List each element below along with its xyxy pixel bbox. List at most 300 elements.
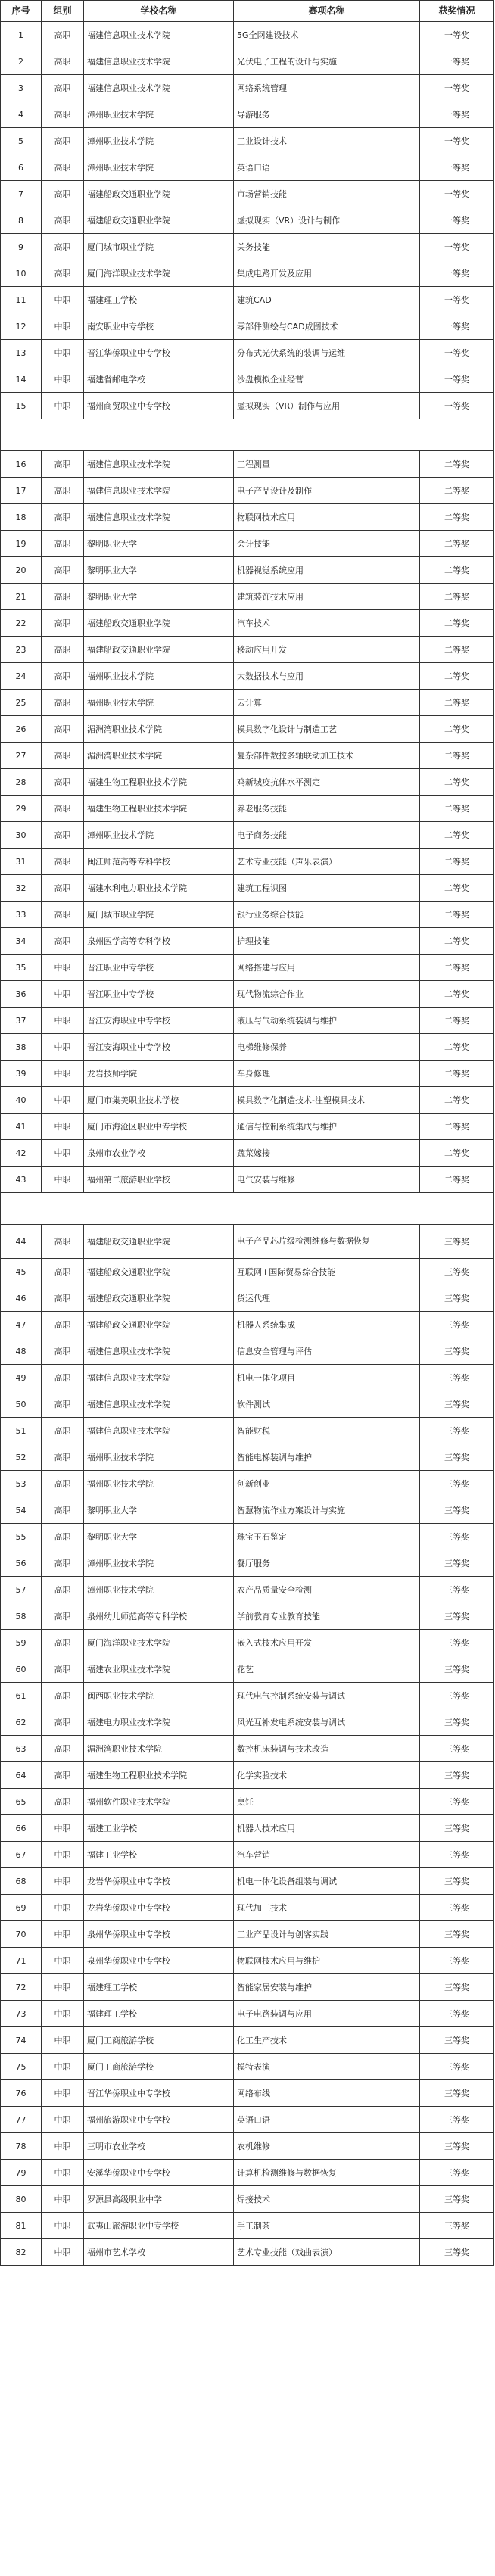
- row-index: 58: [1, 1603, 42, 1630]
- row-event: 分布式光伏系统的装调与运维: [234, 340, 420, 366]
- row-group: 中职: [42, 2186, 84, 2213]
- table-row: [1, 101, 494, 128]
- row-group: 高职: [42, 1762, 84, 1789]
- row-event: 鸡新城疫抗体水平测定: [234, 769, 420, 796]
- row-group: 中职: [42, 2080, 84, 2107]
- table-row: [1, 1259, 494, 1285]
- row-award: 二等奖: [420, 584, 494, 610]
- row-index: 21: [1, 584, 42, 610]
- row-index: 15: [1, 393, 42, 419]
- row-group: 中职: [42, 2054, 84, 2080]
- row-index: 35: [1, 955, 42, 981]
- table-row: [1, 531, 494, 557]
- row-award: 一等奖: [420, 75, 494, 101]
- row-event: 英语口语: [234, 154, 420, 181]
- row-award: 三等奖: [420, 1630, 494, 1656]
- row-event: 电子商务技能: [234, 822, 420, 849]
- row-index: 10: [1, 260, 42, 287]
- row-event: 工程测量: [234, 451, 420, 478]
- table-row: [1, 610, 494, 637]
- row-group: 高职: [42, 1312, 84, 1338]
- row-event: 化工生产技术: [234, 2027, 420, 2054]
- row-event: 机电一体化设备组装与调试: [234, 1868, 420, 1895]
- table-row: [1, 2160, 494, 2186]
- row-group: 高职: [42, 1338, 84, 1365]
- row-group: 高职: [42, 663, 84, 690]
- row-index: 56: [1, 1550, 42, 1577]
- row-school: 福建船政交通职业学院: [84, 610, 234, 637]
- row-award: 一等奖: [420, 101, 494, 128]
- row-school: 福州旅游职业中专学校: [84, 2107, 234, 2133]
- row-school: 晋江职业中专学校: [84, 955, 234, 981]
- table-row: [1, 1630, 494, 1656]
- row-school: 三明市农业学校: [84, 2133, 234, 2160]
- row-award: 三等奖: [420, 1418, 494, 1444]
- header-school: 学校名称: [84, 1, 234, 22]
- table-row: [1, 2239, 494, 2266]
- table-row: [1, 1815, 494, 1842]
- row-group: 高职: [42, 928, 84, 955]
- row-group: 高职: [42, 769, 84, 796]
- row-school: 厦门工商旅游学校: [84, 2054, 234, 2080]
- row-index: 42: [1, 1140, 42, 1167]
- row-award: 二等奖: [420, 796, 494, 822]
- row-group: 高职: [42, 504, 84, 531]
- row-group: 高职: [42, 1444, 84, 1471]
- row-event: 电气安装与维修: [234, 1167, 420, 1193]
- row-award: 三等奖: [420, 1683, 494, 1709]
- header-index: 序号: [1, 1, 42, 22]
- row-index: 80: [1, 2186, 42, 2213]
- row-school: 武夷山旅游职业中专学校: [84, 2213, 234, 2239]
- row-school: 闽江师范高等专科学校: [84, 849, 234, 875]
- row-award: 二等奖: [420, 902, 494, 928]
- row-group: 高职: [42, 690, 84, 716]
- row-event: 移动应用开发: [234, 637, 420, 663]
- row-school: 黎明职业大学: [84, 584, 234, 610]
- row-award: 三等奖: [420, 1577, 494, 1603]
- row-event: 云计算: [234, 690, 420, 716]
- row-school: 福建船政交通职业学院: [84, 1312, 234, 1338]
- row-group: 高职: [42, 1683, 84, 1709]
- row-award: 三等奖: [420, 1225, 494, 1259]
- row-event: 模特表演: [234, 2054, 420, 2080]
- row-award: 三等奖: [420, 2054, 494, 2080]
- row-index: 65: [1, 1789, 42, 1815]
- table-row: [1, 2054, 494, 2080]
- row-event: 手工制茶: [234, 2213, 420, 2239]
- row-event: 液压与气动系统装调与维护: [234, 1008, 420, 1034]
- row-index: 67: [1, 1842, 42, 1868]
- row-index: 31: [1, 849, 42, 875]
- row-group: 中职: [42, 1895, 84, 1921]
- row-group: 中职: [42, 981, 84, 1008]
- row-event: 大数据技术与应用: [234, 663, 420, 690]
- row-award: 三等奖: [420, 1603, 494, 1630]
- row-award: 一等奖: [420, 313, 494, 340]
- row-index: 51: [1, 1418, 42, 1444]
- row-group: 高职: [42, 48, 84, 75]
- table-row: [1, 1087, 494, 1114]
- row-index: 60: [1, 1656, 42, 1683]
- row-school: 福州职业技术学院: [84, 663, 234, 690]
- row-event: 市场营销技能: [234, 181, 420, 207]
- row-index: 16: [1, 451, 42, 478]
- row-event: 烹饪: [234, 1789, 420, 1815]
- row-group: 高职: [42, 1391, 84, 1418]
- row-school: 晋江华侨职业中专学校: [84, 2080, 234, 2107]
- table-row: [1, 981, 494, 1008]
- row-group: 高职: [42, 637, 84, 663]
- section-gap: [1, 419, 494, 451]
- row-group: 高职: [42, 743, 84, 769]
- row-school: 福州职业技术学院: [84, 1444, 234, 1471]
- row-group: 高职: [42, 1630, 84, 1656]
- row-group: 中职: [42, 1034, 84, 1061]
- table-row: [1, 128, 494, 154]
- row-school: 福州职业技术学院: [84, 690, 234, 716]
- row-school: 福建船政交通职业学院: [84, 1225, 234, 1259]
- row-index: 66: [1, 1815, 42, 1842]
- row-index: 74: [1, 2027, 42, 2054]
- row-school: 漳州职业技术学院: [84, 1550, 234, 1577]
- row-index: 34: [1, 928, 42, 955]
- row-award: 三等奖: [420, 1444, 494, 1471]
- table-row: [1, 928, 494, 955]
- row-event: 数控机床装调与技术改造: [234, 1736, 420, 1762]
- row-index: 7: [1, 181, 42, 207]
- table-row: [1, 1140, 494, 1167]
- row-school: 福建信息职业技术学院: [84, 1418, 234, 1444]
- table-row: [1, 181, 494, 207]
- row-group: 高职: [42, 1225, 84, 1259]
- row-award: 三等奖: [420, 1736, 494, 1762]
- row-event: 英语口语: [234, 2107, 420, 2133]
- table-row: [1, 875, 494, 902]
- table-row: [1, 1974, 494, 2001]
- row-award: 一等奖: [420, 287, 494, 313]
- row-event: 模具数字化制造技术-注塑模具技术: [234, 1087, 420, 1114]
- table-row: [1, 902, 494, 928]
- row-school: 黎明职业大学: [84, 531, 234, 557]
- award-table-body: [1, 22, 494, 2266]
- header-event: 赛项名称: [234, 1, 420, 22]
- row-award: 三等奖: [420, 2239, 494, 2266]
- row-group: 高职: [42, 1418, 84, 1444]
- row-award: 三等奖: [420, 1974, 494, 2001]
- row-event: 建筑CAD: [234, 287, 420, 313]
- row-group: 高职: [42, 796, 84, 822]
- row-index: 49: [1, 1365, 42, 1391]
- row-school: 泉州市农业学校: [84, 1140, 234, 1167]
- row-index: 47: [1, 1312, 42, 1338]
- table-row: [1, 478, 494, 504]
- row-index: 33: [1, 902, 42, 928]
- row-event: 创新创业: [234, 1471, 420, 1497]
- row-index: 5: [1, 128, 42, 154]
- row-award: 三等奖: [420, 1842, 494, 1868]
- row-group: 高职: [42, 154, 84, 181]
- table-row: [1, 1497, 494, 1524]
- table-row: [1, 1338, 494, 1365]
- row-event: 物联网技术应用: [234, 504, 420, 531]
- row-school: 黎明职业大学: [84, 1524, 234, 1550]
- row-event: 现代加工技术: [234, 1895, 420, 1921]
- row-index: 72: [1, 1974, 42, 2001]
- row-award: 一等奖: [420, 181, 494, 207]
- row-award: 三等奖: [420, 2160, 494, 2186]
- row-school: 罗源县高级职业中学: [84, 2186, 234, 2213]
- table-row: [1, 849, 494, 875]
- row-award: 二等奖: [420, 743, 494, 769]
- row-school: 晋江华侨职业中专学校: [84, 340, 234, 366]
- table-row: [1, 504, 494, 531]
- row-school: 福州市艺术学校: [84, 2239, 234, 2266]
- row-school: 闽西职业技术学院: [84, 1683, 234, 1709]
- row-school: 泉州华侨职业中专学校: [84, 1921, 234, 1948]
- row-award: 二等奖: [420, 1034, 494, 1061]
- table-row: [1, 366, 494, 393]
- row-school: 湄洲湾职业技术学院: [84, 716, 234, 743]
- row-group: 高职: [42, 902, 84, 928]
- table-row: [1, 1789, 494, 1815]
- row-event: 会计技能: [234, 531, 420, 557]
- header-row: [1, 1, 494, 22]
- row-school: 黎明职业大学: [84, 1497, 234, 1524]
- row-award: 三等奖: [420, 1762, 494, 1789]
- row-event: 信息安全管理与评估: [234, 1338, 420, 1365]
- table-row: [1, 1061, 494, 1087]
- row-school: 福建生物工程职业技术学院: [84, 796, 234, 822]
- row-index: 52: [1, 1444, 42, 1471]
- table-row: [1, 234, 494, 260]
- row-school: 漳州职业技术学院: [84, 822, 234, 849]
- row-event: 网络搭建与应用: [234, 955, 420, 981]
- row-event: 电梯维修保养: [234, 1034, 420, 1061]
- row-school: 福建生物工程职业技术学院: [84, 769, 234, 796]
- table-row: [1, 1034, 494, 1061]
- row-event: 关务技能: [234, 234, 420, 260]
- row-index: 6: [1, 154, 42, 181]
- table-row: [1, 340, 494, 366]
- row-award: 三等奖: [420, 1921, 494, 1948]
- row-award: 三等奖: [420, 1709, 494, 1736]
- table-row: [1, 584, 494, 610]
- row-school: 泉州幼儿师范高等专科学校: [84, 1603, 234, 1630]
- table-row: [1, 1762, 494, 1789]
- row-group: 高职: [42, 1709, 84, 1736]
- row-index: 76: [1, 2080, 42, 2107]
- row-award: 二等奖: [420, 690, 494, 716]
- row-award: 三等奖: [420, 1365, 494, 1391]
- row-index: 62: [1, 1709, 42, 1736]
- row-school: 福建信息职业技术学院: [84, 1338, 234, 1365]
- row-index: 18: [1, 504, 42, 531]
- row-index: 78: [1, 2133, 42, 2160]
- row-award: 一等奖: [420, 22, 494, 48]
- row-award: 二等奖: [420, 1167, 494, 1193]
- row-school: 福建船政交通职业学院: [84, 1259, 234, 1285]
- row-event: 机器视觉系统应用: [234, 557, 420, 584]
- row-event: 网络布线: [234, 2080, 420, 2107]
- row-event: 网络系统管理: [234, 75, 420, 101]
- row-school: 福建信息职业技术学院: [84, 75, 234, 101]
- row-event: 智能家居安装与维护: [234, 1974, 420, 2001]
- row-group: 中职: [42, 313, 84, 340]
- row-award: 三等奖: [420, 2133, 494, 2160]
- row-award: 二等奖: [420, 1061, 494, 1087]
- row-event: 电子产品设计及制作: [234, 478, 420, 504]
- table-row: [1, 2080, 494, 2107]
- row-group: 高职: [42, 1365, 84, 1391]
- row-index: 79: [1, 2160, 42, 2186]
- row-index: 46: [1, 1285, 42, 1312]
- row-school: 安溪华侨职业中专学校: [84, 2160, 234, 2186]
- row-index: 50: [1, 1391, 42, 1418]
- table-row: [1, 557, 494, 584]
- table-row: [1, 1895, 494, 1921]
- row-award: 二等奖: [420, 610, 494, 637]
- row-index: 63: [1, 1736, 42, 1762]
- row-award: 三等奖: [420, 1497, 494, 1524]
- table-row: [1, 2027, 494, 2054]
- row-index: 61: [1, 1683, 42, 1709]
- row-event: 虚拟现实（VR）制作与应用: [234, 393, 420, 419]
- table-row: [1, 287, 494, 313]
- row-award: 一等奖: [420, 340, 494, 366]
- row-award: 三等奖: [420, 1285, 494, 1312]
- row-group: 高职: [42, 128, 84, 154]
- row-award: 二等奖: [420, 769, 494, 796]
- row-event: 艺术专业技能（戏曲表演）: [234, 2239, 420, 2266]
- header-award: 获奖情况: [420, 1, 494, 22]
- row-school: 福建船政交通职业学院: [84, 637, 234, 663]
- row-event: 养老服务技能: [234, 796, 420, 822]
- row-event: 计算机检测维修与数据恢复: [234, 2160, 420, 2186]
- table-row: [1, 822, 494, 849]
- row-school: 福建理工学校: [84, 2001, 234, 2027]
- row-group: 中职: [42, 1061, 84, 1087]
- table-row: [1, 48, 494, 75]
- row-group: 中职: [42, 955, 84, 981]
- row-award: 二等奖: [420, 716, 494, 743]
- row-school: 厦门工商旅游学校: [84, 2027, 234, 2054]
- row-index: 3: [1, 75, 42, 101]
- row-event: 互联网+国际贸易综合技能: [234, 1259, 420, 1285]
- table-row: [1, 1312, 494, 1338]
- row-award: 二等奖: [420, 928, 494, 955]
- row-school: 福建船政交通职业学院: [84, 181, 234, 207]
- row-event: 建筑装饰技术应用: [234, 584, 420, 610]
- row-award: 二等奖: [420, 663, 494, 690]
- row-index: 28: [1, 769, 42, 796]
- row-event: 货运代理: [234, 1285, 420, 1312]
- table-row: [1, 743, 494, 769]
- row-event: 智慧物流作业方案设计与实施: [234, 1497, 420, 1524]
- row-event: 化学实验技术: [234, 1762, 420, 1789]
- row-index: 68: [1, 1868, 42, 1895]
- row-award: 三等奖: [420, 1656, 494, 1683]
- row-index: 73: [1, 2001, 42, 2027]
- table-row: [1, 1524, 494, 1550]
- row-index: 20: [1, 557, 42, 584]
- table-row: [1, 451, 494, 478]
- row-index: 44: [1, 1225, 42, 1259]
- row-index: 39: [1, 1061, 42, 1087]
- row-event: 现代物流综合作业: [234, 981, 420, 1008]
- row-index: 30: [1, 822, 42, 849]
- row-award: 一等奖: [420, 128, 494, 154]
- row-index: 37: [1, 1008, 42, 1034]
- row-event: 焊接技术: [234, 2186, 420, 2213]
- row-group: 中职: [42, 1140, 84, 1167]
- row-group: 高职: [42, 822, 84, 849]
- row-index: 70: [1, 1921, 42, 1948]
- row-award: 一等奖: [420, 260, 494, 287]
- table-row: [1, 2001, 494, 2027]
- row-school: 福建信息职业技术学院: [84, 48, 234, 75]
- table-row: [1, 75, 494, 101]
- row-group: 高职: [42, 101, 84, 128]
- row-group: 高职: [42, 1497, 84, 1524]
- row-award: 三等奖: [420, 1312, 494, 1338]
- row-school: 福建信息职业技术学院: [84, 504, 234, 531]
- table-row: [1, 2186, 494, 2213]
- row-group: 中职: [42, 1948, 84, 1974]
- row-school: 漳州职业技术学院: [84, 1577, 234, 1603]
- row-group: 高职: [42, 531, 84, 557]
- row-school: 福建信息职业技术学院: [84, 478, 234, 504]
- row-group: 高职: [42, 1577, 84, 1603]
- table-row: [1, 2107, 494, 2133]
- row-school: 福建信息职业技术学院: [84, 451, 234, 478]
- table-row: [1, 955, 494, 981]
- row-event: 珠宝玉石鉴定: [234, 1524, 420, 1550]
- row-award: 二等奖: [420, 451, 494, 478]
- row-school: 厦门海洋职业技术学院: [84, 260, 234, 287]
- table-row: [1, 1709, 494, 1736]
- row-event: 汽车技术: [234, 610, 420, 637]
- row-school: 福建船政交通职业学院: [84, 207, 234, 234]
- row-school: 福建信息职业技术学院: [84, 1391, 234, 1418]
- row-group: 中职: [42, 1167, 84, 1193]
- row-event: 导游服务: [234, 101, 420, 128]
- row-group: 高职: [42, 716, 84, 743]
- row-index: 32: [1, 875, 42, 902]
- row-award: 三等奖: [420, 2001, 494, 2027]
- row-group: 高职: [42, 610, 84, 637]
- row-school: 晋江职业中专学校: [84, 981, 234, 1008]
- row-index: 13: [1, 340, 42, 366]
- row-event: 物联网技术应用与维护: [234, 1948, 420, 1974]
- row-index: 64: [1, 1762, 42, 1789]
- row-index: 57: [1, 1577, 42, 1603]
- row-school: 福建信息职业技术学院: [84, 22, 234, 48]
- row-school: 福州商贸职业中专学校: [84, 393, 234, 419]
- row-event: 学前教育专业教育技能: [234, 1603, 420, 1630]
- row-event: 现代电气控制系统安装与调试: [234, 1683, 420, 1709]
- row-event: 通信与控制系统集成与维护: [234, 1114, 420, 1140]
- row-school: 福建工业学校: [84, 1842, 234, 1868]
- row-event: 嵌入式技术应用开发: [234, 1630, 420, 1656]
- row-group: 高职: [42, 1603, 84, 1630]
- row-award: 二等奖: [420, 1008, 494, 1034]
- row-index: 2: [1, 48, 42, 75]
- row-award: 一等奖: [420, 48, 494, 75]
- row-group: 中职: [42, 1087, 84, 1114]
- row-event: 沙盘模拟企业经营: [234, 366, 420, 393]
- row-event: 电子产品芯片级检测维修与数据恢复: [234, 1225, 420, 1259]
